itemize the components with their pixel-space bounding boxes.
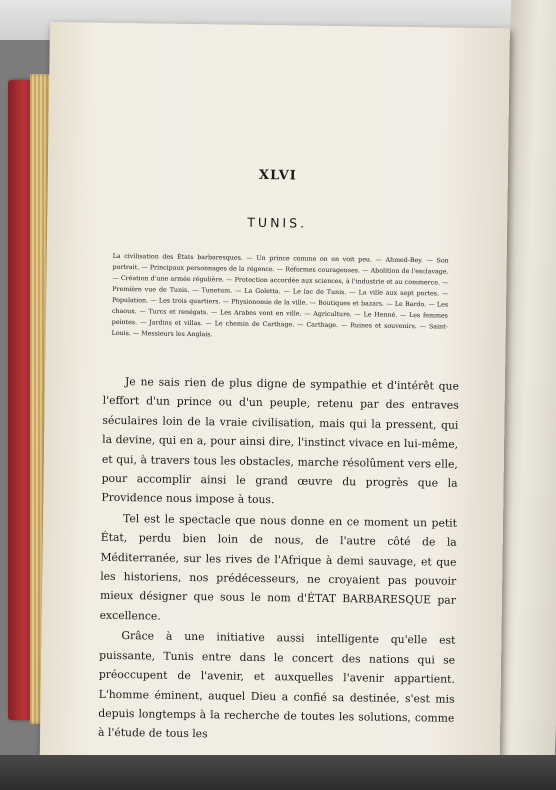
paragraph: Je ne sais rien de plus digne de sympathie et d'intérêt que l'effort d'un prince ou d'un peuple, retenu par des entraves séculaires loin de la vraie civilisation, mais qui la pressent, qui la devine, qui en a, pour ainsi dire, l'instinct vivace en lui-même, et qui, à travers tous les obstacles, marche résolûment vers elle, pour accomplir ainsi le grand œuvre du progrès que la Providence nous impose à tous. <box>101 375 460 507</box>
paragraph: Grâce à une initiative aussi intelligente qu'elle est puissante, Tunis entre dans le concert des nations qui se préoccupent de l'avenir, et auxquelles l'avenir appartient. L'homme éminent, auquel Dieu a confié sa destinée, s'est mis depuis longtemps à la recherche de toutes les solutions, comme à l'étude de tous les <box>97 629 456 741</box>
chapter-number: XLVI <box>258 167 297 184</box>
chapter-title: TUNIS. <box>247 214 308 231</box>
chapter-summary: La civilisation des États barbaresques. — Un prince comme on en voit peu. — Ahmed-Bey. — Son portrait. — Principaux personnages de la régence. — Réformes courageuses. — Abolition de l'esclavage. — Création d'une armée régulière. — Protection accordée aux sciences, à l'industrie et au commerce. — Première vue de Tunis. — Tunetum. — La Goletta. — Le lac de Tunis. — La ville aux sept portes. — Population. — Les trois quartiers. — Physionomie de la ville. — Boutiques et bazars. — Le Bardo. — Les chaoux. — Turcs et renégats. — Les Arabes vont en ville. — Agriculture. — Le Henné. — Les femmes peintes. — Jardins et villas. — Le chemin de Carthage. — Carthage. — Ruines et souvenirs. — Saint-Louis. — Messieurs les Anglais. <box>111 252 449 339</box>
book-page <box>40 22 510 766</box>
background-bottom <box>0 755 556 790</box>
body-text <box>98 372 459 748</box>
paragraph: Tel est le spectacle que nous donne en ce moment un petit État, perdu bien loin de nous, de l'autre côté de la Méditerranée, sur les rives de l'Afrique à demi sauvage, et que les historiens, nos prédécesseurs, ne croyaient pas pouvoir mieux désigner que sous le nom d'ÉTAT BARBARESQUE par excellence. <box>99 511 458 623</box>
